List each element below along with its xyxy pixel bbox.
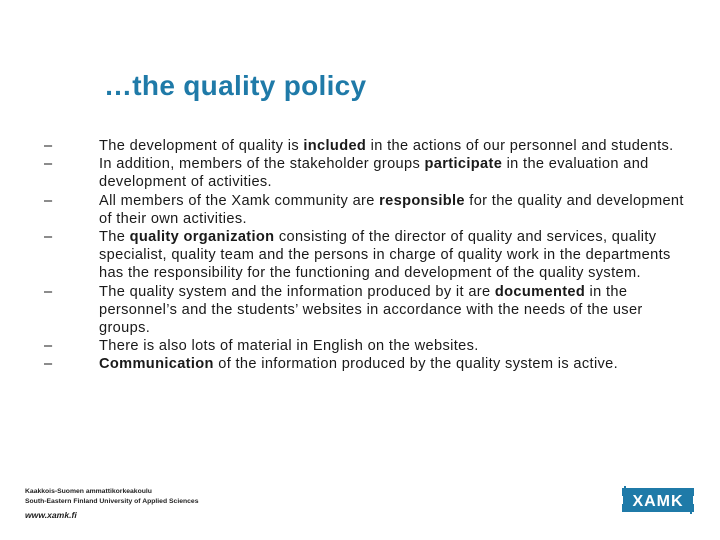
bullet-text: The quality system and the information produced by it are — [99, 283, 495, 300]
bullet-item — [44, 337, 684, 355]
bullet-list — [44, 137, 684, 374]
bullet-text: The development of quality is — [99, 138, 304, 154]
bullet-text: in the actions of our personnel and students. — [366, 138, 674, 154]
bullet-text: consisting of the director of quality and services, quality specialist, quality team and the persons in charge of quality work in the departments has the responsibility for the functioning and development of the quality system. — [99, 229, 671, 282]
bullet-dash: – — [44, 283, 53, 300]
bullet-text: of the information produced by the quality system is active. — [213, 356, 619, 373]
slide-title: …the quality policy — [104, 70, 367, 101]
bullet-item — [44, 137, 684, 155]
bullet-emphasis: responsible — [379, 192, 465, 209]
bullet-text: The — [99, 229, 130, 246]
bullet-dash: – — [44, 338, 53, 355]
bullet-emphasis: participate — [424, 156, 503, 173]
bullet-dash: – — [44, 356, 53, 373]
website-link[interactable]: www.xamk.fi — [25, 510, 77, 520]
org-name-fi: Kaakkois-Suomen ammattikorkeakoulu — [25, 488, 152, 495]
bullet-dash: – — [44, 192, 53, 209]
bullet-text: in the evaluation and development of activities. — [99, 156, 649, 191]
bullet-text: There is also lots of material in English on the websites. — [99, 338, 479, 355]
bullet-emphasis: Communication — [99, 356, 214, 373]
bullet-item — [44, 155, 684, 191]
footer-organization — [25, 487, 198, 521]
bullet-dash: – — [44, 156, 53, 173]
org-name-en: South-Eastern Finland University of Applied Sciences — [25, 497, 199, 505]
svg-text:XAMK: XAMK — [632, 493, 684, 510]
bullet-dash: – — [44, 229, 53, 246]
bullet-item — [44, 228, 684, 283]
bullet-text: in the personnel’s and the students’ websites in accordance with the needs of the user groups. — [99, 283, 643, 337]
xamk-logo — [618, 486, 698, 514]
bullet-text: All members of the Xamk community are — [99, 192, 380, 209]
bullet-text: In addition, members of the stakeholder groups — [99, 156, 425, 173]
bullet-text: for the quality and development of their own activities. — [99, 192, 684, 227]
bullet-dash: – — [44, 138, 53, 154]
bullet-emphasis: documented — [494, 283, 586, 300]
bullet-item — [44, 192, 684, 228]
bullet-item — [44, 283, 684, 338]
bullet-emphasis: quality organization — [129, 229, 275, 246]
xamk-logo-icon — [618, 486, 698, 514]
bullet-emphasis: included — [303, 138, 367, 154]
bullet-item — [44, 355, 684, 373]
